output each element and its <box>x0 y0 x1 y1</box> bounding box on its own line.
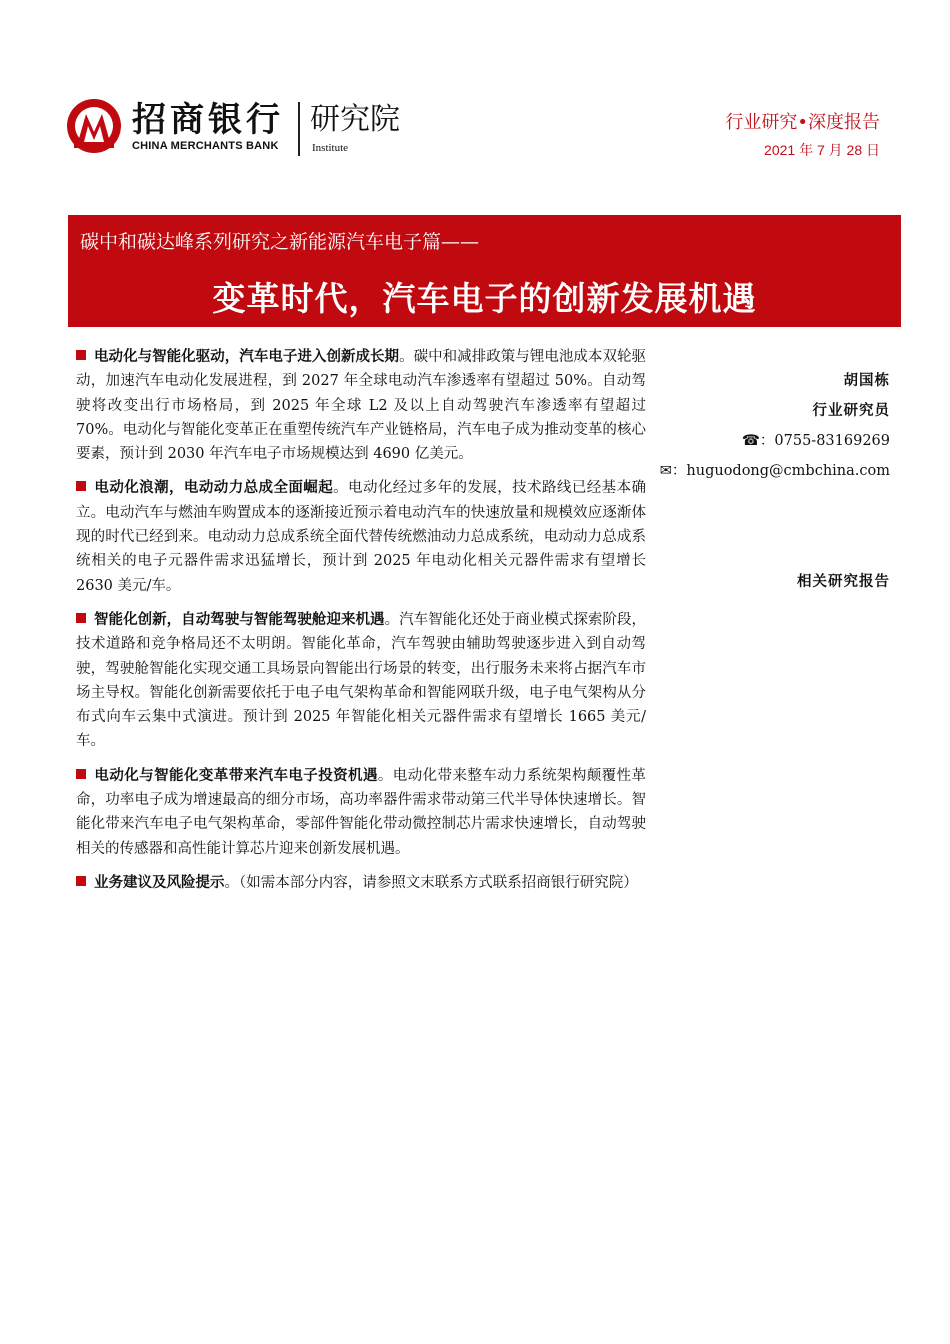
summary-paragraph <box>76 764 646 861</box>
square-bullet-icon <box>76 350 86 360</box>
summary-paragraph <box>76 476 646 597</box>
paragraph-lead: 电动化与智能化驱动，汽车电子进入创新成长期 <box>94 349 400 365</box>
cmb-logo <box>66 98 416 158</box>
summary-paragraph <box>76 871 646 895</box>
series-subtitle: 碳中和碳达峰系列研究之新能源汽车电子篇—— <box>80 231 480 253</box>
analyst-email <box>650 456 890 486</box>
institute-name-cn: 研究院 <box>310 102 400 137</box>
paragraph-body: 。汽车智能化还处于商业模式探索阶段，技术道路和竞争格局还不太明朗。智能化革命，汽车驾驶由辅助驾驶逐步进入到自动驾驶，驾驶舱智能化实现交通工具场景向智能出行场景的转变，出行服务未来将占据汽车市场主导权。智能化创新需要依托于电子电气架构革命和智能网联升级，电子电气架构从分布式向车云集中式演进。预计到 2025 年智能化相关元器件需求有望增长 1665 美元/车。 <box>76 611 647 750</box>
report-title: 变革时代，汽车电子的创新发展机遇 <box>212 279 757 318</box>
square-bullet-icon <box>76 769 86 779</box>
logo-name-en: CHINA MERCHANTS BANK <box>132 140 279 152</box>
related-reports-heading: 相关研究报告 <box>797 574 890 590</box>
paragraph-lead: 业务建议及风险提示 <box>94 874 225 891</box>
paragraph-lead: 电动化浪潮，电动动力总成全面崛起 <box>94 480 334 497</box>
report-type: 行业研究•深度报告 <box>725 112 880 133</box>
analyst-title: 行业研究员 <box>812 403 890 419</box>
paragraph-lead: 智能化创新，自动驾驶与智能驾驶舱迎来机遇 <box>94 611 385 628</box>
title-banner <box>68 215 901 327</box>
square-bullet-icon <box>76 876 86 886</box>
analyst-phone <box>650 426 890 456</box>
institute-name-en: Institute <box>312 142 349 154</box>
cmb-logo-icon <box>66 98 122 154</box>
report-date: 2021 年 7 月 28 日 <box>764 142 880 158</box>
email-address[interactable]: huguodong@cmbchina.com <box>686 463 890 479</box>
phone-number: 0755-83169269 <box>774 433 890 449</box>
square-bullet-icon <box>76 481 86 491</box>
analyst-name: 胡国栋 <box>843 373 890 389</box>
paragraph-lead: 电动化与智能化变革带来汽车电子投资机遇 <box>94 767 378 784</box>
square-bullet-icon <box>76 613 86 623</box>
paragraph-body: 。（如需本部分内容，请参照文末联系方式联系招商银行研究院） <box>224 874 638 891</box>
paragraph-body: 。电动化带来整车动力系统架构颠覆性革命，功率电子成为增速最高的细分市场，高功率器件需求带动第三代半导体快速增长。智能化带来汽车电子电气架构革命，零部件智能化带动微控制芯片需求快速增长，自动驾驶相关的传感器和高性能计算芯片迎来创新发展机遇。 <box>76 767 647 857</box>
summary-paragraph <box>76 608 646 754</box>
paragraph-body: 。电动化经过多年的发展，技术路线已经基本确立。电动汽车与燃油车购置成本的逐渐接近预示着电动汽车的快速放量和规模效应逐渐体现的时代已经到来。电动动力总成系统全面代替传统燃油动力总成系统，电动动力总成系统相关的电子元器件需求迅猛增长，预计到 2025 年电动化相关元器件需求有望增长 2630 美元/车。 <box>76 480 647 594</box>
analyst-info <box>650 366 890 486</box>
logo-divider <box>298 102 300 156</box>
email-icon: ✉： <box>659 463 687 479</box>
paragraph-body: 。碳中和减排政策与锂电池成本双轮驱动，加速汽车电动化发展进程，到 2027 年全球电动汽车渗透率有望超过 50%。自动驾驶将改变出行市场格局，到 2025 年全球 L2 及以上自动驾驶汽车渗透率有望超过 70%。电动化与智能化变革正在重塑传统汽车产业链格局，汽车电子成为推动变革的核心要素，预计到 2030 年汽车电子市场规模达到 4690 亿美元。 <box>76 349 646 463</box>
summary-paragraph <box>76 345 646 466</box>
summary-column <box>76 345 646 905</box>
logo-name-cn: 招商银行 <box>132 100 284 140</box>
phone-icon: ☎： <box>741 433 775 449</box>
